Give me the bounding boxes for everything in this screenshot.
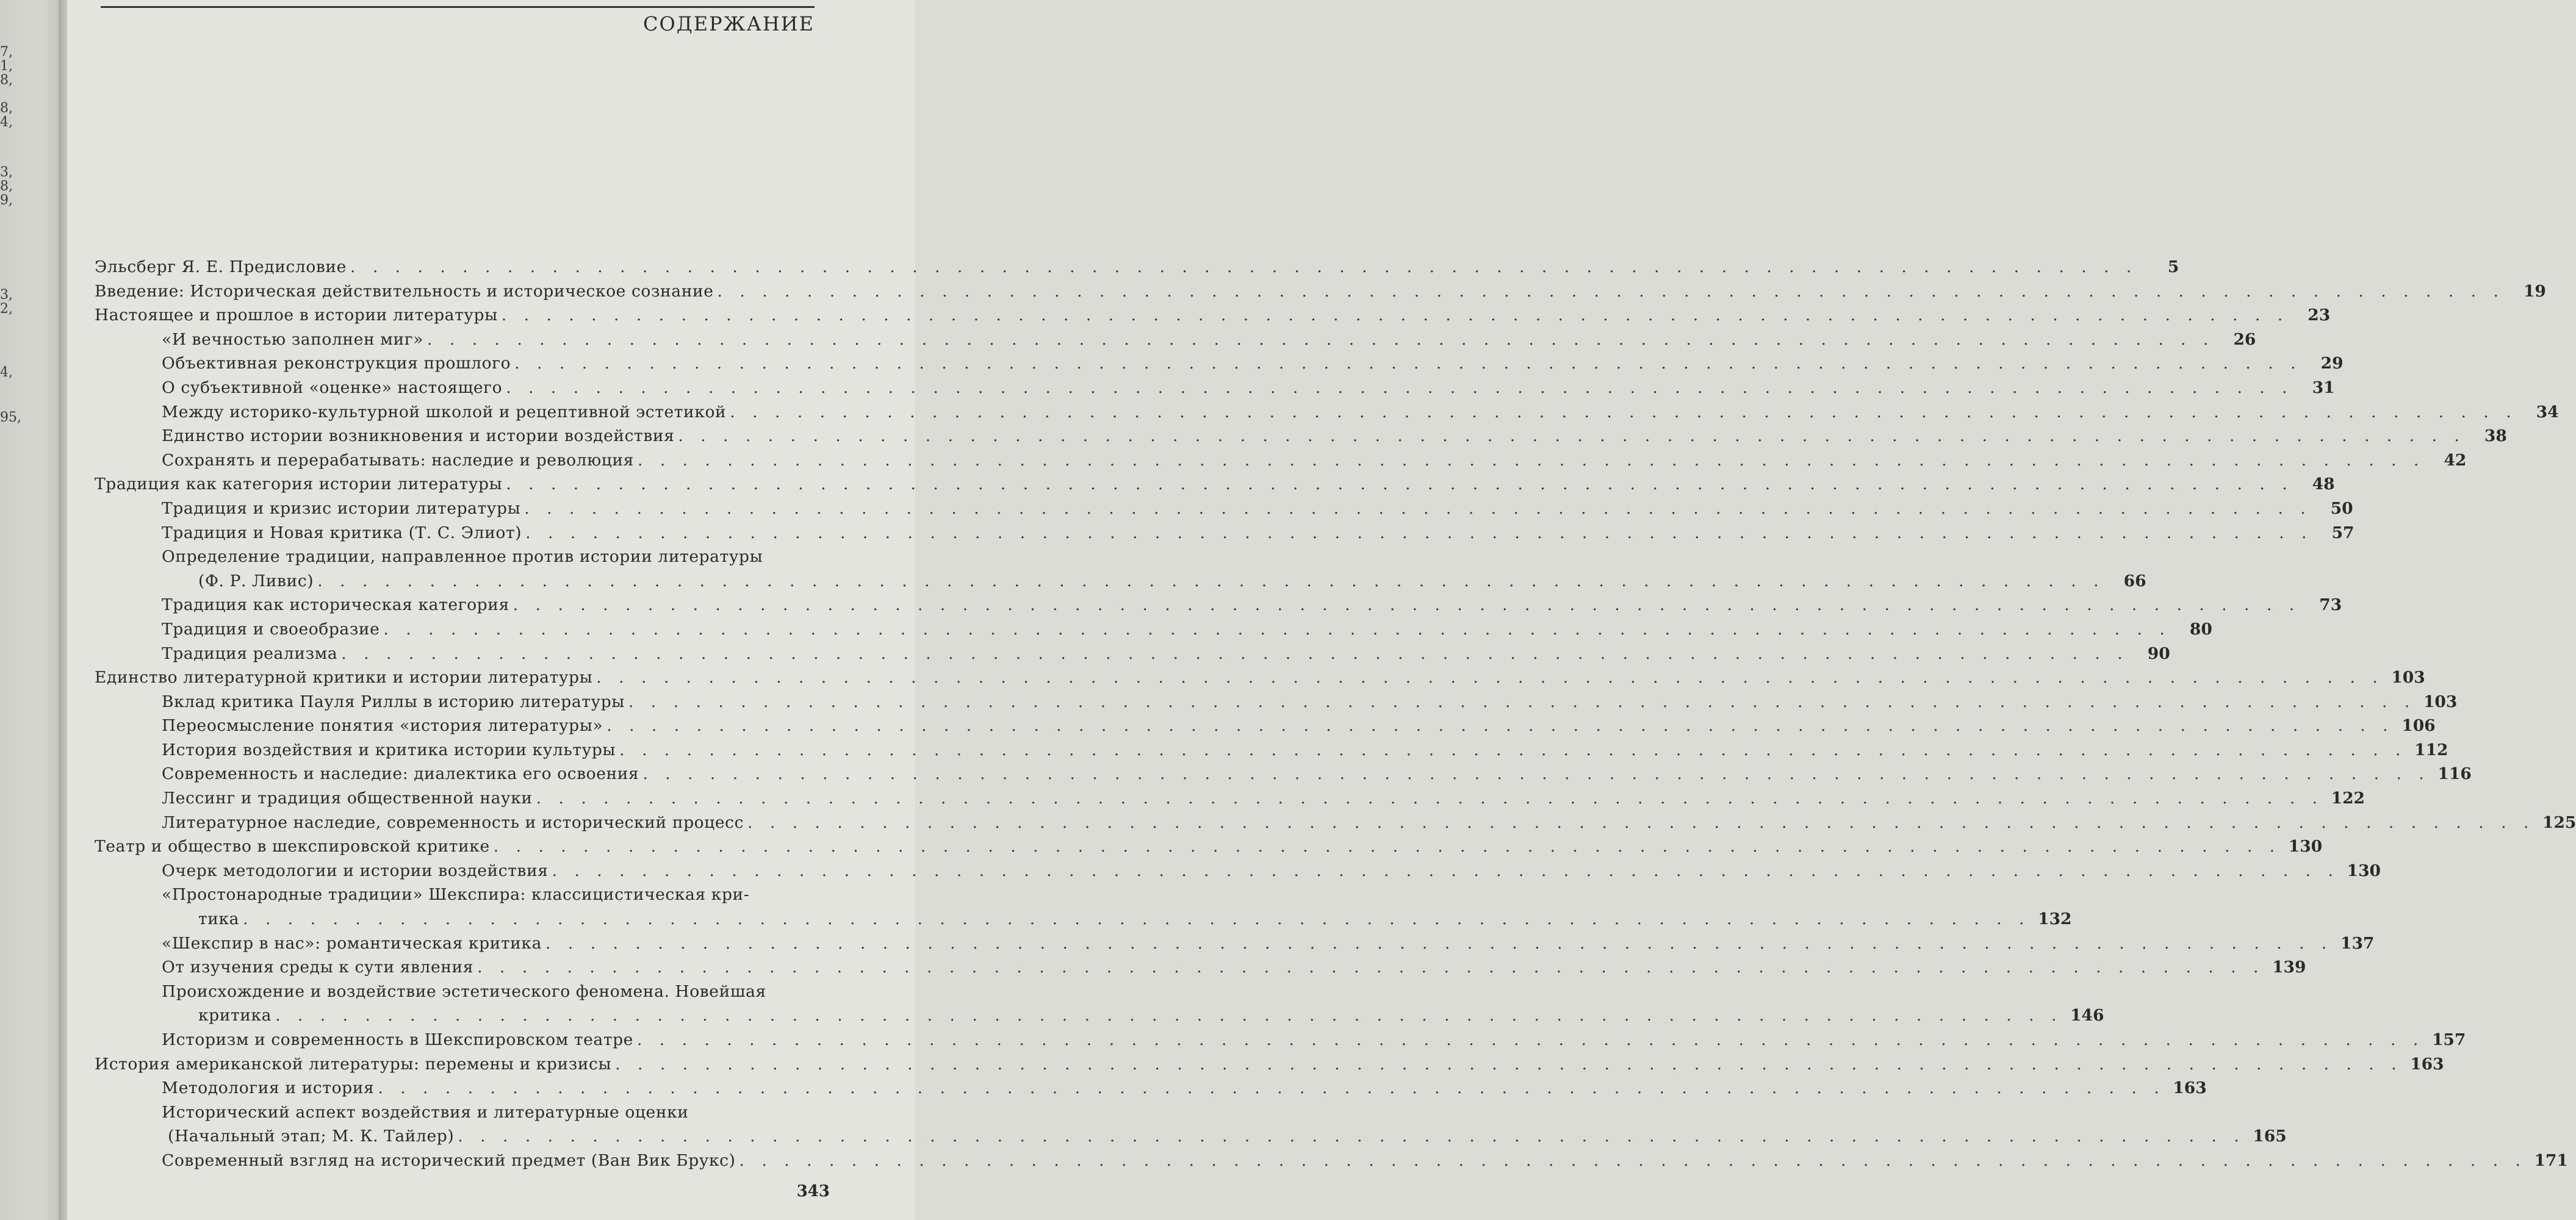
toc-entry-page: 66	[2123, 571, 2146, 590]
dot-leader: . . . . . . . . . . . . . . . . . . . . . . . . . . . . . . . . . . . . . . . . . . . . . . . . . . . . . . . . . . . . . . . . . . . . . . . . . . . . . . . .	[536, 789, 2323, 808]
toc-entry	[95, 1003, 2104, 1028]
toc-entry-title: О субъективной «оценке» настоящего	[162, 378, 503, 397]
toc-entry-page: 165	[2253, 1127, 2287, 1146]
toc-entry-page: 42	[2444, 450, 2467, 470]
toc-entry-page: 112	[2414, 740, 2448, 759]
toc-entry-page: 26	[2233, 329, 2256, 349]
toc-entry	[95, 424, 2507, 448]
toc-entry	[95, 521, 2355, 545]
toc-entry-title: От изучения среды к сути явления	[162, 958, 474, 977]
toc-entry-title: История американской литературы: перемены и кризисы	[95, 1054, 612, 1074]
left-page-number: 3,	[0, 287, 13, 303]
toc-entry-title: Традиция и кризис истории литературы	[162, 498, 521, 518]
toc-entry-title: Сохранять и перерабатывать: наследие и революция	[162, 450, 634, 470]
toc-entry	[95, 303, 2331, 328]
dot-leader: . . . . . . . . . . . . . . . . . . . . . . . . . . . . . . . . . . . . . . . . . . . . . . . . . . . . . . . . . . . . . . . . . . . . . . . . . . . . . . . .	[317, 571, 2105, 590]
dot-leader: . . . . . . . . . . . . . . . . . . . . . . . . . . . . . . . . . . . . . . . . . . . . . . . . . . . . . . . . . . . . . . . . . . . . . . . . . . . . . . . .	[477, 958, 2265, 977]
toc-entry-page: 73	[2319, 595, 2342, 615]
toc-entry-title: Определение традиции, направленное против истории литературы	[162, 547, 763, 567]
dot-leader: . . . . . . . . . . . . . . . . . . . . . . . . . . . . . . . . . . . . . . . . . . . . . . . . . . . . . . . . . . . . . . . . . . . . . . . . . . . . . . . .	[341, 644, 2129, 663]
page-number: 343	[796, 1182, 830, 1200]
toc-entry-title: Методология и история	[162, 1078, 375, 1098]
left-page-number: 95,	[0, 410, 21, 425]
left-page-number: 3,	[0, 165, 13, 180]
toc-entry-title: Традиция и Новая критика (Т. С. Элиот)	[162, 523, 522, 542]
toc-entry-title: Очерк методологии и истории воздействия	[162, 861, 549, 880]
toc-entry-title: Между историко-культурной школой и рецептивной эстетикой	[162, 402, 727, 422]
dot-leader: . . . . . . . . . . . . . . . . . . . . . . . . . . . . . . . . . . . . . . . . . . . . . . . . . . . . . . . . . . . . . . . . . . . . . . . . . . . . . . . .	[739, 1150, 2527, 1170]
toc-entry	[95, 1028, 2466, 1052]
dot-leader: . . . . . . . . . . . . . . . . . . . . . . . . . . . . . . . . . . . . . . . . . . . . . . . . . . . . . . . . . . . . . . . . . . . . . . . . . . . . . . . .	[243, 910, 2031, 929]
dot-leader: . . . . . . . . . . . . . . . . . . . . . . . . . . . . . . . . . . . . . . . . . . . . . . . . . . . . . . . . . . . . . . . . . . . . . . . . . . . . . . . .	[730, 402, 2517, 422]
toc-entry	[95, 617, 2212, 642]
dot-leader: . . . . . . . . . . . . . . . . . . . . . . . . . . . . . . . . . . . . . . . . . . . . . . . . . . . . . . . . . . . . . . . . . . . . . . . . . . . . . . . .	[717, 281, 2505, 301]
toc-entry-title: Традиция как категория истории литературы	[95, 475, 503, 494]
toc-entry-page: 29	[2320, 354, 2344, 373]
toc-entry-page: 57	[2331, 523, 2355, 542]
toc-entry	[95, 255, 2179, 279]
left-page-number: 8,	[0, 73, 13, 88]
toc-entry-page: 90	[2147, 644, 2170, 663]
dot-leader: . . . . . . . . . . . . . . . . . . . . . . . . . . . . . . . . . . . . . . . . . . . . . . . . . . . . . . . . . . . . . . . . . . . . . . . . . . . . . . . .	[606, 716, 2394, 736]
toc-entry	[95, 545, 836, 569]
dot-leader: . . . . . . . . . . . . . . . . . . . . . . . . . . . . . . . . . . . . . . . . . . . . . . . . . . . . . . . . . . . . . . . . . . . . . . . . . . . . . . . .	[350, 257, 2138, 276]
toc-entry-page: 171	[2534, 1150, 2568, 1170]
dot-leader: . . . . . . . . . . . . . . . . . . . . . . . . . . . . . . . . . . . . . . . . . . . . . . . . . . . . . . . . . . . . . . . . . . . . . . . . . . . . . . . .	[678, 426, 2466, 446]
toc-entry	[95, 738, 2448, 762]
dot-leader: . . . . . . . . . . . . . . . . . . . . . . . . . . . . . . . . . . . . . . . . . . . . . . . . . . . . . . . . . . . . . . . . . . . . . . . . . . . . . . . .	[493, 837, 2281, 856]
toc-entry-page: 130	[2347, 861, 2381, 880]
toc-entry	[95, 762, 2472, 786]
dot-leader: . . . . . . . . . . . . . . . . . . . . . . . . . . . . . . . . . . . . . . . . . . . . . . . . . . . . . . . . . . . . . . . . . . . . . . . . . . . . . . . .	[642, 764, 2430, 784]
toc-entry-title: тика	[198, 910, 240, 929]
toc-entry-title: критика	[198, 1006, 272, 1025]
toc-entry	[95, 1149, 2568, 1173]
toc-entry-page: 38	[2484, 426, 2507, 446]
toc-entry	[95, 1100, 836, 1125]
toc-entry-title: Вклад критика Пауля Риллы в историю литературы	[162, 692, 625, 711]
toc-entry-title: Введение: Историческая действительность и историческое сознание	[95, 281, 714, 301]
toc-entry	[95, 642, 2170, 666]
toc-entry	[95, 907, 2072, 931]
toc-entry	[95, 690, 2458, 714]
toc-entry-title: Объективная реконструкция прошлого	[162, 354, 511, 373]
toc-entry-page: 116	[2437, 764, 2472, 784]
toc-entry	[95, 569, 2146, 594]
toc-entry-title: Традиция и своеобразие	[162, 619, 380, 639]
dot-leader: . . . . . . . . . . . . . . . . . . . . . . . . . . . . . . . . . . . . . . . . . . . . . . . . . . . . . . . . . . . . . . . . . . . . . . . . . . . . . . . .	[383, 619, 2171, 639]
toc-entry-page: 130	[2288, 837, 2323, 856]
toc-entry-title: Современность и наследие: диалектика его освоения	[162, 764, 639, 784]
left-page-edge	[0, 0, 63, 1220]
toc-entry-page: 103	[2423, 692, 2458, 711]
toc-entry-page: 34	[2536, 402, 2559, 422]
dot-leader: . . . . . . . . . . . . . . . . . . . . . . . . . . . . . . . . . . . . . . . . . . . . . . . . . . . . . . . . . . . . . . . . . . . . . . . . . . . . . . . .	[514, 354, 2302, 373]
dot-leader: . . . . . . . . . . . . . . . . . . . . . . . . . . . . . . . . . . . . . . . . . . . . . . . . . . . . . . . . . . . . . . . . . . . . . . . . . . . . . . . .	[637, 450, 2425, 470]
toc-entry	[95, 859, 2381, 883]
dot-leader: . . . . . . . . . . . . . . . . . . . . . . . . . . . . . . . . . . . . . . . . . . . . . . . . . . . . . . . . . . . . . . . . . . . . . . . . . . . . . . . .	[506, 475, 2294, 494]
toc-entry-title: Литературное наследие, современность и исторический процесс	[162, 813, 744, 832]
toc-entry	[95, 834, 2323, 859]
top-rule	[101, 6, 815, 8]
toc-entry	[95, 400, 2559, 425]
dot-leader: . . . . . . . . . . . . . . . . . . . . . . . . . . . . . . . . . . . . . . . . . . . . . . . . . . . . . . . . . . . . . . . . . . . . . . . . . . . . . . . .	[596, 668, 2384, 687]
toc-entry-title: Настоящее и прошлое в истории литературы	[95, 306, 498, 325]
dot-leader: . . . . . . . . . . . . . . . . . . . . . . . . . . . . . . . . . . . . . . . . . . . . . . . . . . . . . . . . . . . . . . . . . . . . . . . . . . . . . . . .	[628, 692, 2416, 711]
toc-entry-title: Эльсберг Я. Е. Предисловие	[95, 257, 347, 276]
toc-entry	[95, 666, 2425, 690]
toc-entry	[95, 376, 2335, 400]
toc-entry-page: 106	[2402, 716, 2436, 736]
toc-entry	[95, 931, 2375, 956]
dot-leader: . . . . . . . . . . . . . . . . . . . . . . . . . . . . . . . . . . . . . . . . . . . . . . . . . . . . . . . . . . . . . . . . . . . . . . . . . . . . . . . .	[501, 306, 2289, 325]
toc-entry-page: 5	[2167, 257, 2179, 276]
toc-entry-page: 31	[2312, 378, 2335, 397]
dot-leader: . . . . . . . . . . . . . . . . . . . . . . . . . . . . . . . . . . . . . . . . . . . . . . . . . . . . . . . . . . . . . . . . . . . . . . . . . . . . . . . .	[525, 523, 2313, 542]
toc-entry-title: «Простонародные традиции» Шекспира: классицистическая кри-	[162, 885, 750, 905]
dot-leader: . . . . . . . . . . . . . . . . . . . . . . . . . . . . . . . . . . . . . . . . . . . . . . . . . . . . . . . . . . . . . . . . . . . . . . . . . . . . . . . .	[513, 595, 2301, 615]
toc-entry-page: 48	[2312, 475, 2335, 494]
toc-entry-page: 163	[2173, 1078, 2207, 1098]
dot-leader: . . . . . . . . . . . . . . . . . . . . . . . . . . . . . . . . . . . . . . . . . . . . . . . . . . . . . . . . . . . . . . . . . . . . . . . . . . . . . . . .	[619, 740, 2407, 759]
toc-entry-page: 139	[2272, 958, 2306, 977]
dot-leader: . . . . . . . . . . . . . . . . . . . . . . . . . . . . . . . . . . . . . . . . . . . . . . . . . . . . . . . . . . . . . . . . . . . . . . . . . . . . . . . .	[552, 861, 2339, 880]
toc-entry	[95, 811, 2576, 835]
toc-entry	[95, 714, 2436, 738]
dot-leader: . . . . . . . . . . . . . . . . . . . . . . . . . . . . . . . . . . . . . . . . . . . . . . . . . . . . . . . . . . . . . . . . . . . . . . . . . . . . . . . .	[458, 1127, 2245, 1146]
left-page-number: 8,	[0, 179, 13, 194]
dot-leader: . . . . . . . . . . . . . . . . . . . . . . . . . . . . . . . . . . . . . . . . . . . . . . . . . . . . . . . . . . . . . . . . . . . . . . . . . . . . . . . .	[545, 933, 2333, 953]
toc-entry-title: Театр и общество в шекспировской критике	[95, 837, 490, 856]
dot-leader: . . . . . . . . . . . . . . . . . . . . . . . . . . . . . . . . . . . . . . . . . . . . . . . . . . . . . . . . . . . . . . . . . . . . . . . . . . . . . . . .	[524, 498, 2312, 518]
toc-entry-page: 125	[2542, 813, 2576, 832]
left-page-number: 4,	[0, 115, 13, 130]
book-gutter	[59, 0, 67, 1220]
toc-entry	[95, 786, 2365, 811]
toc-entry-title: (Начальный этап; М. К. Тайлер)	[168, 1127, 455, 1146]
toc-entry-title: Переосмысление понятия «история литературы»	[162, 716, 603, 736]
toc-entry-title: Историзм и современность в Шекспировском театре	[162, 1030, 633, 1049]
toc-entry	[95, 351, 2344, 376]
toc-entry-page: 146	[2070, 1006, 2104, 1025]
toc-entry-title: Традиция реализма	[162, 644, 338, 663]
toc-entry	[95, 1052, 2444, 1077]
toc-entry-page: 163	[2410, 1054, 2444, 1074]
dot-leader: . . . . . . . . . . . . . . . . . . . . . . . . . . . . . . . . . . . . . . . . . . . . . . . . . . . . . . . . . . . . . . . . . . . . . . . . . . . . . . . .	[636, 1030, 2425, 1049]
toc-entry-title: Лессинг и традиция общественной науки	[162, 789, 533, 808]
toc-entry	[95, 593, 2342, 617]
toc-entry	[95, 448, 2467, 473]
toc-entry-title: Традиция как историческая категория	[162, 595, 509, 615]
dot-leader: . . . . . . . . . . . . . . . . . . . . . . . . . . . . . . . . . . . . . . . . . . . . . . . . . . . . . . . . . . . . . . . . . . . . . . . . . . . . . . . .	[615, 1054, 2403, 1074]
toc-entry-title: Исторический аспект воздействия и литературные оценки	[162, 1102, 689, 1122]
dot-leader: . . . . . . . . . . . . . . . . . . . . . . . . . . . . . . . . . . . . . . . . . . . . . . . . . . . . . . . . . . . . . . . . . . . . . . . . . . . . . . . .	[427, 329, 2215, 349]
toc-entry-title: «И вечностью заполнен миг»	[162, 329, 424, 349]
toc-entry	[95, 1076, 2207, 1100]
left-page-number: 4,	[0, 365, 13, 380]
toc-entry-page: 122	[2331, 789, 2365, 808]
toc-entry	[95, 497, 2353, 521]
toc-entry	[95, 883, 836, 907]
toc-entry-page: 137	[2340, 933, 2375, 953]
toc-entry	[95, 328, 2256, 352]
dot-leader: . . . . . . . . . . . . . . . . . . . . . . . . . . . . . . . . . . . . . . . . . . . . . . . . . . . . . . . . . . . . . . . . . . . . . . . . . . . . . . . .	[506, 378, 2294, 397]
toc-entry	[95, 955, 2306, 980]
left-page-number: 9,	[0, 193, 13, 208]
toc-entry	[95, 980, 836, 1004]
toc-entry-page: 103	[2391, 668, 2425, 687]
toc-entry-page: 80	[2189, 619, 2212, 639]
toc-entry-page: 132	[2038, 910, 2072, 929]
toc-entry-page: 23	[2308, 306, 2331, 325]
left-page-number: 7,	[0, 45, 13, 60]
running-head: СОДЕРЖАНИЕ	[643, 12, 815, 35]
toc-entry-title: Происхождение и воздействие эстетического феномена. Новейшая	[162, 981, 766, 1001]
left-page-number: 8,	[0, 101, 13, 116]
toc-entry-page: 19	[2523, 281, 2546, 301]
toc-entry-title: История воздействия и критика истории культуры	[162, 740, 616, 759]
toc-entry-title: Единство истории возникновения и истории воздействия	[162, 426, 675, 446]
toc-entry-title: Современный взгляд на исторический предмет (Ван Вик Брукс)	[162, 1150, 736, 1170]
dot-leader: . . . . . . . . . . . . . . . . . . . . . . . . . . . . . . . . . . . . . . . . . . . . . . . . . . . . . . . . . . . . . . . . . . . . . . . . . . . . . . . .	[275, 1006, 2063, 1025]
toc-entry	[95, 279, 2546, 304]
dot-leader: . . . . . . . . . . . . . . . . . . . . . . . . . . . . . . . . . . . . . . . . . . . . . . . . . . . . . . . . . . . . . . . . . . . . . . . . . . . . . . . .	[378, 1078, 2165, 1098]
toc-entry-title: «Шекспир в нас»: романтическая критика	[162, 933, 542, 953]
left-page-number: 2,	[0, 301, 13, 317]
dot-leader: . . . . . . . . . . . . . . . . . . . . . . . . . . . . . . . . . . . . . . . . . . . . . . . . . . . . . . . . . . . . . . . . . . . . . . . . . . . . . . . .	[747, 813, 2535, 832]
left-page-number: 1,	[0, 59, 13, 74]
toc-entry-page: 50	[2330, 498, 2353, 518]
toc-entry-title: Единство литературной критики и истории литературы	[95, 668, 593, 687]
toc-entry	[95, 1124, 2287, 1149]
table-of-contents	[95, 255, 2576, 1173]
toc-entry	[95, 472, 2335, 497]
toc-entry-title: (Ф. Р. Ливис)	[198, 571, 314, 590]
toc-entry-page: 157	[2431, 1030, 2466, 1049]
